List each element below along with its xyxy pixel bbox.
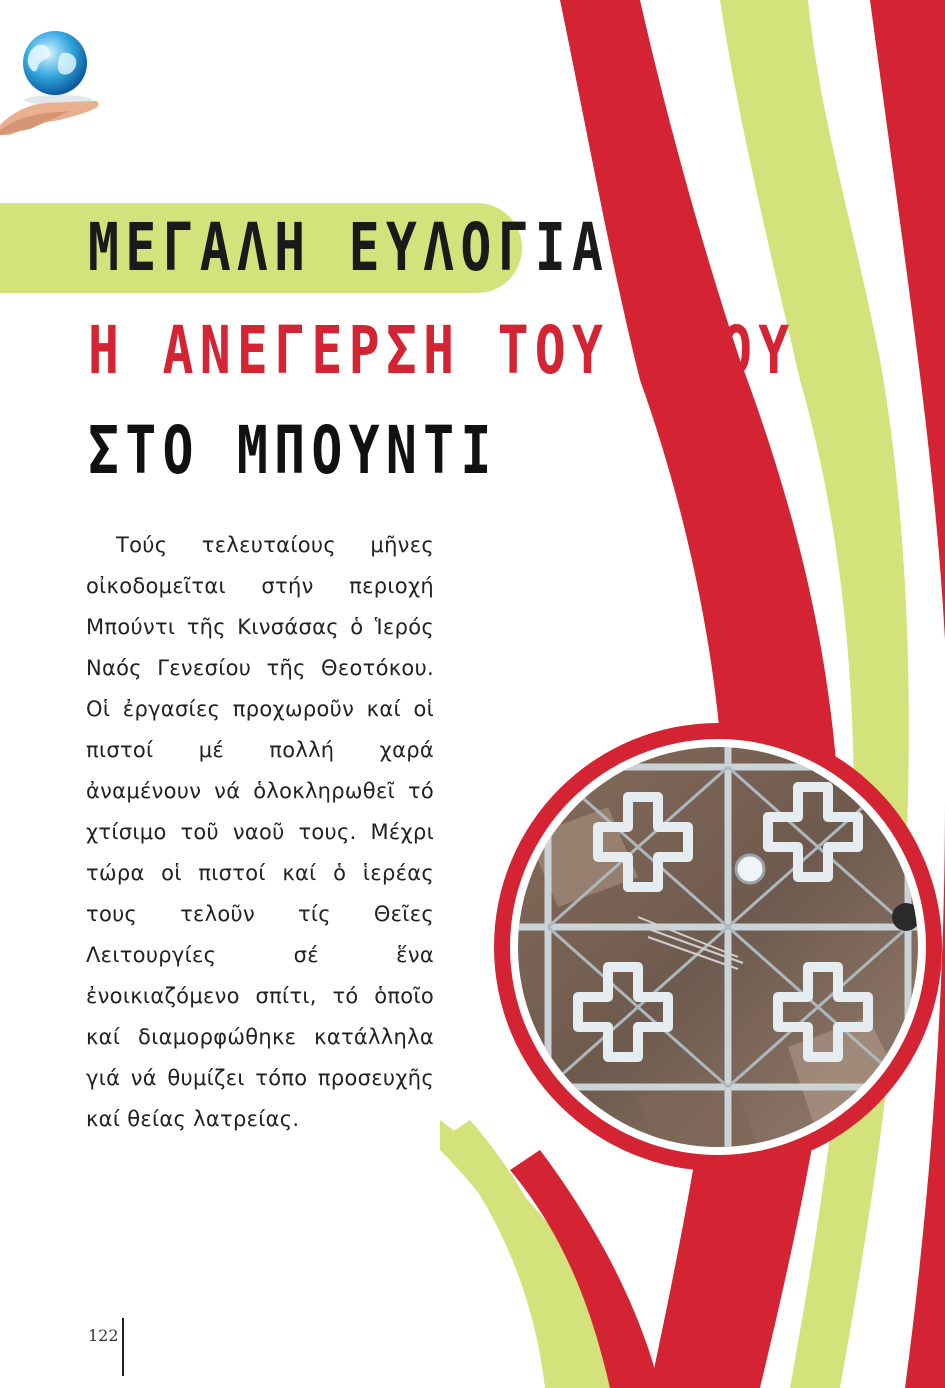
page-number: 122 xyxy=(88,1326,119,1345)
title-line-1: ΜΕΓΑΛΗ ΕΥΛΟΓΙΑ xyxy=(88,209,610,286)
article-body-text: Τούς τελευταίους μῆνες οἰκοδομεῖται στήν περιοχή Μπούντι τῆς Κινσάσας ὁ Ἱερός Ναός Γενεσίου τῆς Θεοτόκου. Οἱ ἐργασίες προχωροῦν καί οἱ πιστοί μέ πολλή χαρά ἀναμένουν νά ὁλοκληρωθεῖ τό χτίσιμο τοῦ ναοῦ τους. Μέχρι τώρα οἱ πιστοί καί ὁ ἱερέας τους τελοῦν τίς Θεῖες Λειτουργίες σέ ἕνα ἐνοικιαζόμενο σπίτι, τό ὁποῖο καί διαμορφώθηκε κατάλληλα γιά νά θυμίζει τόπο προσευχῆς καί θείας λατρείας. xyxy=(86,533,434,1131)
church-window-grille-photo xyxy=(488,717,945,1177)
page-number-rule xyxy=(122,1318,124,1376)
title-line-3: ΣΤΟ ΜΠΟΥΝΤΙ xyxy=(88,412,498,489)
globe-in-hand-logo xyxy=(0,25,110,135)
title-line-2: Η ΑΝΕΓΕΡΣΗ ΤΟΥ ΝΑΟΥ xyxy=(88,312,796,389)
